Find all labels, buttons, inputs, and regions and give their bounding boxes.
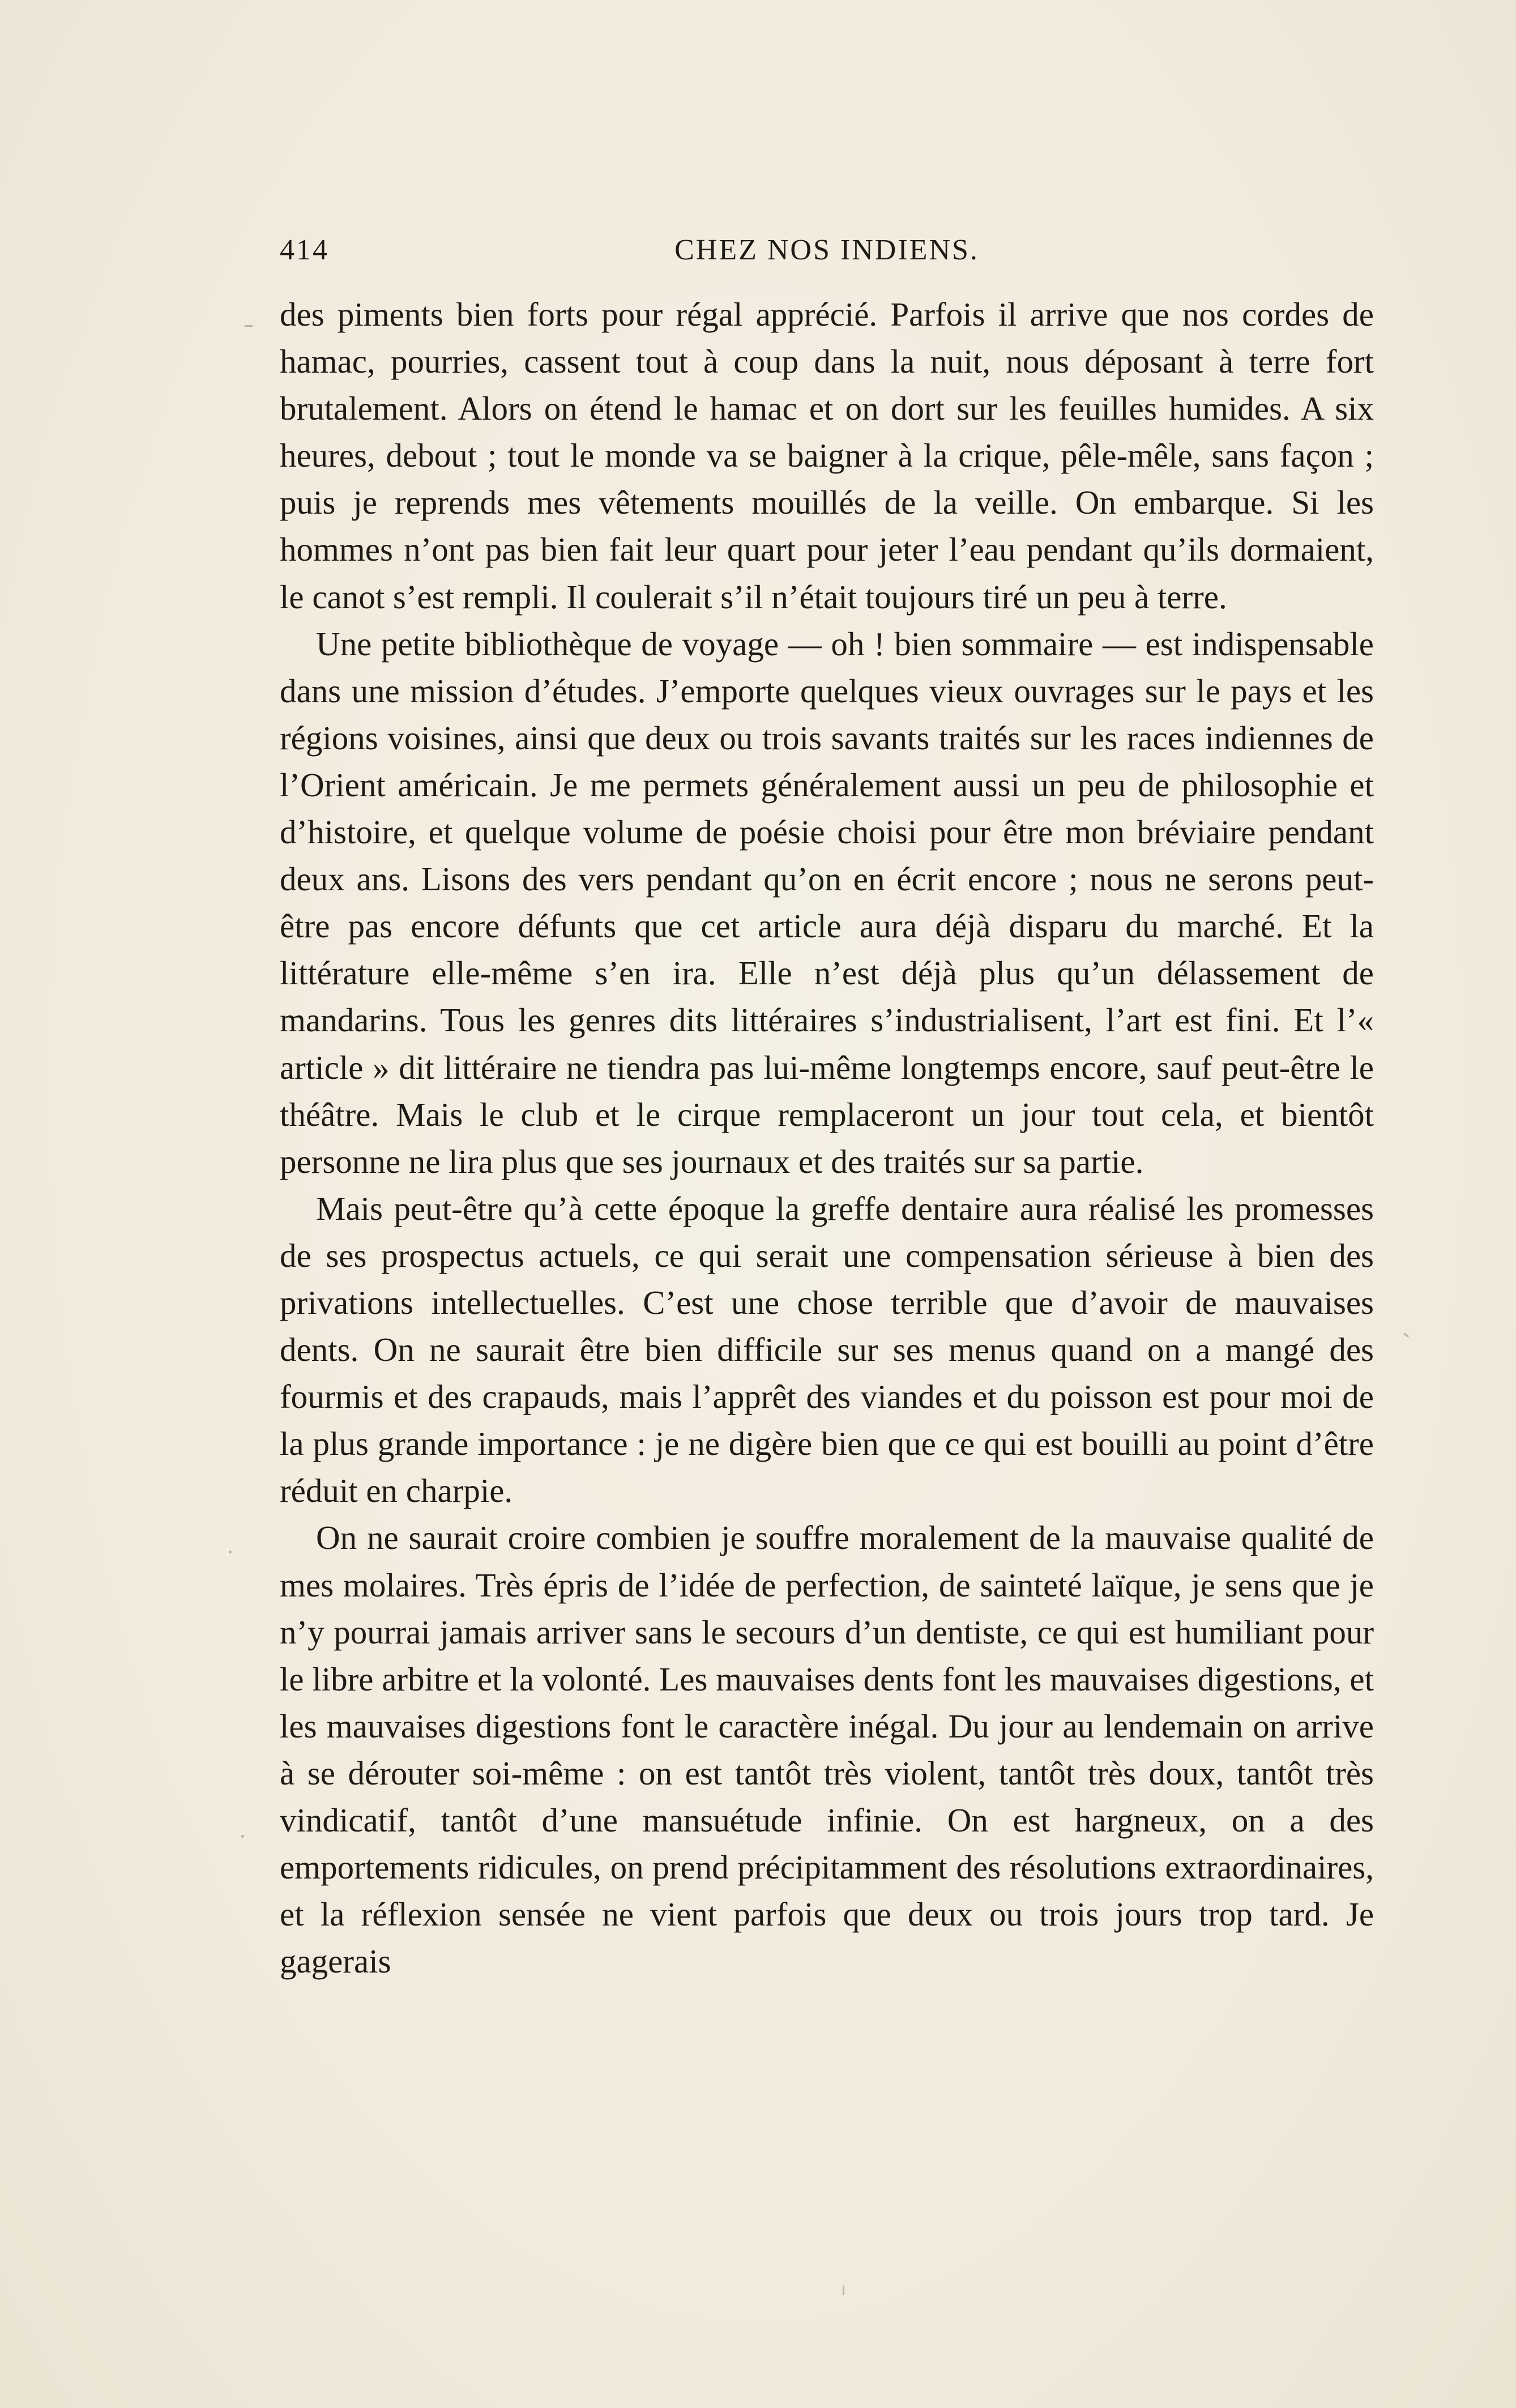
body-text: [280, 291, 1374, 1985]
paragraph: On ne saurait croire combien je souffre moralement de la mauvaise qualité de mes molaires. Très épris de l’idée de perfection, de sainteté laïque, je sens que je n’y pourrai jamais arriver sans le secours d’un dentiste, ce qui est humiliant pour le libre arbitre et la volonté. Les mauvaises dents font les mauvaises digestions, et les mauvaises digestions font le caractère inégal. Du jour au lendemain on arrive à se dérouter soi-même : on est tantôt très violent, tantôt très doux, tantôt très vindicatif, tantôt d’une mansuétude infinie. On est hargneux, on a des emportements ridicules, on prend précipitamment des résolutions extraordinaires, et la réflexion sensée ne vient parfois que deux ou trois jours trop tard. Je gagerais: [280, 1519, 1374, 1980]
margin-mark: [229, 1551, 232, 1553]
margin-mark: [1403, 1333, 1409, 1337]
running-head: [280, 233, 1374, 273]
paragraph: des piments bien forts pour régal apprécié. Parfois il arrive que nos cordes de hamac, pourries, cassent tout à coup dans la nuit, nous déposant à terre fort brutalement. Alors on étend le hamac et on dort sur les feuilles humides. A six heures, debout ; tout le monde va se baigner à la crique, pêle-mêle, sans façon ; puis je reprends mes vêtements mouillés de la veille. On embarque. Si les hommes n’ont pas bien fait leur quart pour jeter l’eau pendant qu’ils dormaient, le canot s’est rempli. Il coulerait s’il n’était toujours tiré un peu à terre.: [280, 296, 1374, 616]
paragraph: Une petite bibliothèque de voyage — oh ! bien sommaire — est indispensable dans une mission d’études. J’emporte quelques vieux ouvrages sur le pays et les régions voisines, ainsi que deux ou trois savants traités sur les races indiennes de l’Orient américain. Je me permets généralement aussi un peu de philosophie et d’histoire, et quelque volume de poésie choisi pour être mon bréviaire pendant deux ans. Lisons des vers pendant qu’on en écrit encore ; nous ne serons peut-être pas encore défunts que cet article aura déjà disparu du marché. Et la littérature elle-même s’en ira. Elle n’est déjà plus qu’un délassement de mandarins. Tous les genres dits littéraires s’industrialisent, l’art est fini. Et l’« article » dit littéraire ne tiendra pas lui-même longtemps encore, sauf peut-être le théâtre. Mais le club et le cirque remplaceront un jour tout cela, et bientôt personne ne lira plus que ses journaux et des traités sur sa partie.: [280, 625, 1374, 1180]
margin-mark: [843, 2286, 844, 2295]
page-number: 414: [280, 234, 329, 266]
margin-mark: [245, 325, 253, 327]
paragraph: Mais peut-être qu’à cette époque la greffe dentaire aura réalisé les promesses de ses prospectus actuels, ce qui serait une compensation sérieuse à bien des privations intellectuelles. C’est une chose terrible que d’avoir de mauvaises dents. On ne saurait être bien difficile sur ses menus quand on a mangé des fourmis et des crapauds, mais l’apprêt des viandes et du poisson est pour moi de la plus grande importance : je ne digère bien que ce qui est bouilli au point d’être réduit en charpie.: [280, 1189, 1374, 1510]
running-title: CHEZ NOS INDIENS.: [674, 234, 979, 266]
margin-mark: [241, 1835, 244, 1838]
